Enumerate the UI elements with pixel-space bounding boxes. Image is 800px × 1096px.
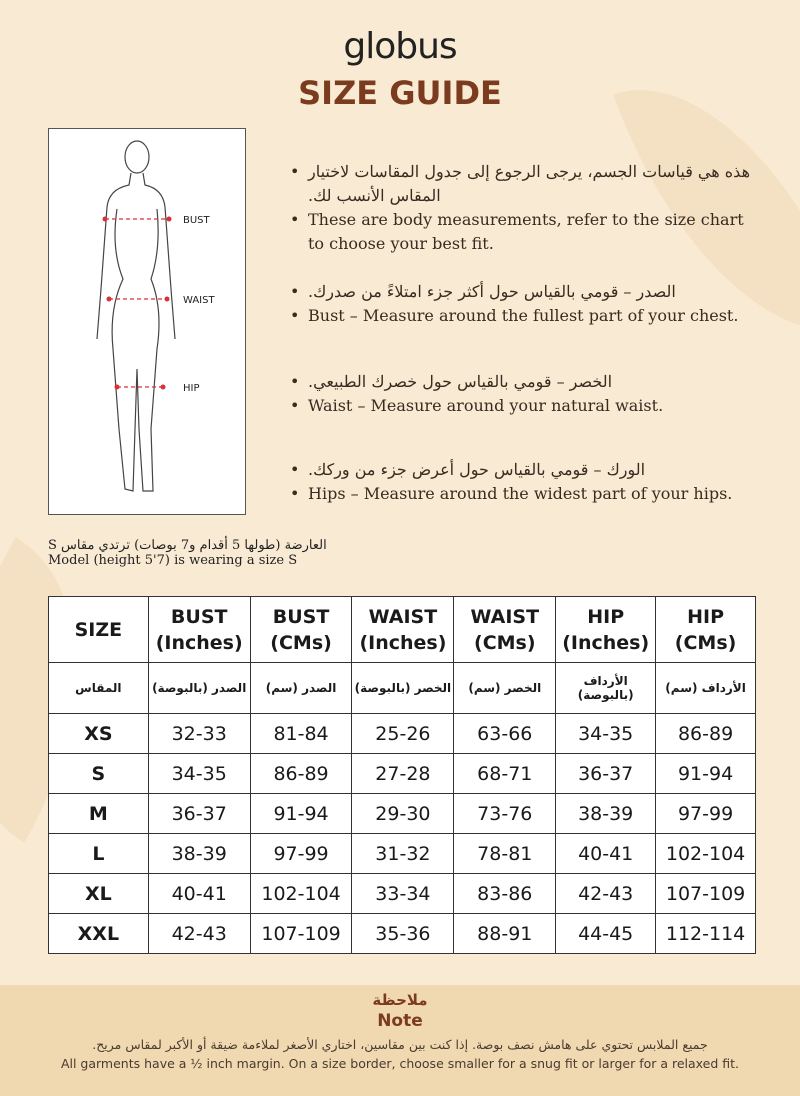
measurement-cell: 36-37 [556,754,656,794]
measurement-cell: 107-109 [250,914,352,954]
model-info-en: Model (height 5'7) is wearing a size S [48,553,298,568]
measurement-cell: 40-41 [148,874,250,914]
measurement-cell: 102-104 [250,874,352,914]
column-header-label: HIP [687,605,725,628]
table-row [49,914,756,954]
measurement-instructions [288,160,758,536]
measurement-cell: 86-89 [656,714,756,754]
column-header [250,597,352,663]
note-text-ar: جميع الملابس تحتوي على هامش نصف بوصة. إذا كنت بين مقاسين، اختاري الأصغر لملاءمة ضيقة أو الأكبر لمقاس مريح. [92,1037,708,1052]
bullet-ar: • الخصر – قومي بالقياس حول خصرك الطبيعي. [288,370,758,394]
measurement-cell: 34-35 [148,754,250,794]
column-header-unit: (CMs) [674,631,737,654]
column-header-ar: الخصر (بالبوصة) [352,663,454,714]
header-row [49,597,756,663]
measurement-cell: 44-45 [556,914,656,954]
measurement-cell: 31-32 [352,834,454,874]
measurement-cell: 112-114 [656,914,756,954]
measurement-cell: 35-36 [352,914,454,954]
size-cell: XXL [49,914,149,954]
note-title: Note [377,1011,423,1031]
measurement-cell: 91-94 [250,794,352,834]
bullet-ar: • الورك – قومي بالقياس حول أعرض جزء من وركك. [288,458,758,482]
measurement-cell: 97-99 [250,834,352,874]
column-header-unit: (CMs) [270,631,332,654]
note-text: All garments have a ½ inch margin. On a size border, choose smaller for a snug fit or larger for a relaxed fit. [60,1056,740,1071]
size-cell: XL [49,874,149,914]
note-section [0,985,800,1096]
measurement-cell: 42-43 [148,914,250,954]
measurement-cell: 86-89 [250,754,352,794]
column-header-ar: الصدر (سم) [250,663,352,714]
measurement-cell: 42-43 [556,874,656,914]
bullet-en: • Waist – Measure around your natural waist. [288,394,758,418]
column-header-ar: الأرداف (بالبوصة) [556,663,656,714]
note-title-ar: ملاحظة [372,991,428,1009]
measurement-cell: 102-104 [656,834,756,874]
column-header-unit: (Inches) [155,631,243,654]
measurement-cell: 97-99 [656,794,756,834]
column-header [352,597,454,663]
measurement-cell: 78-81 [454,834,556,874]
table-row [49,754,756,794]
body-measurement-figure [48,128,246,515]
column-header [454,597,556,663]
column-header-ar: الأرداف (سم) [656,663,756,714]
column-header-unit: (Inches) [359,631,447,654]
column-header [148,597,250,663]
size-cell: S [49,754,149,794]
size-cell: L [49,834,149,874]
brand-logo: globus [343,26,457,67]
table-row [49,794,756,834]
bullet-en: • These are body measurements, refer to the size chart to choose your best fit. [288,208,758,256]
measurement-cell: 33-34 [352,874,454,914]
size-chart-table [48,596,756,954]
column-header-ar: المقاس [49,663,149,714]
column-header-ar: الصدر (بالبوصة) [148,663,250,714]
measurement-cell: 88-91 [454,914,556,954]
measurement-cell: 29-30 [352,794,454,834]
column-header [49,597,149,663]
column-header-ar: الخصر (سم) [454,663,556,714]
table-row [49,714,756,754]
measurement-cell: 38-39 [556,794,656,834]
table-row [49,874,756,914]
measurement-cell: 38-39 [148,834,250,874]
measurement-cell: 73-76 [454,794,556,834]
column-header-label: WAIST [470,605,540,628]
column-header-label: HIP [587,605,625,628]
bust-label: BUST [183,215,210,226]
column-header [556,597,656,663]
column-header-label: SIZE [74,618,123,641]
bullet-en: • Hips – Measure around the widest part of your hips. [288,482,758,506]
measurement-cell: 36-37 [148,794,250,834]
body-silhouette-icon [49,129,247,516]
model-info [48,538,327,568]
table-row [49,834,756,874]
measurement-cell: 68-71 [454,754,556,794]
model-info-ar: العارضة (طولها 5 أقدام و7 بوصات) ترتدي مقاس S [48,538,327,553]
hip-label: HIP [183,383,200,394]
header-row-arabic [49,663,756,714]
measurement-cell: 91-94 [656,754,756,794]
measurement-cell: 107-109 [656,874,756,914]
column-header-label: WAIST [368,605,438,628]
waist-label: WAIST [183,295,215,306]
measurement-cell: 34-35 [556,714,656,754]
bullet-ar: • هذه هي قياسات الجسم، يرجى الرجوع إلى جدول المقاسات لاختيار المقاس الأنسب لك. [288,160,758,208]
column-header-unit: (CMs) [474,631,536,654]
size-cell: M [49,794,149,834]
bullet-ar: • الصدر – قومي بالقياس حول أكثر جزء امتلاءً من صدرك. [288,280,758,304]
measurement-cell: 27-28 [352,754,454,794]
measurement-cell: 25-26 [352,714,454,754]
bullet-en: • Bust – Measure around the fullest part of your chest. [288,304,758,328]
page-title: SIZE GUIDE [298,74,502,112]
measurement-cell: 40-41 [556,834,656,874]
column-header-unit: (Inches) [562,631,650,654]
column-header [656,597,756,663]
size-cell: XS [49,714,149,754]
measurement-cell: 81-84 [250,714,352,754]
measurement-cell: 32-33 [148,714,250,754]
column-header-label: BUST [170,605,228,628]
measurement-cell: 83-86 [454,874,556,914]
column-header-label: BUST [272,605,330,628]
measurement-cell: 63-66 [454,714,556,754]
